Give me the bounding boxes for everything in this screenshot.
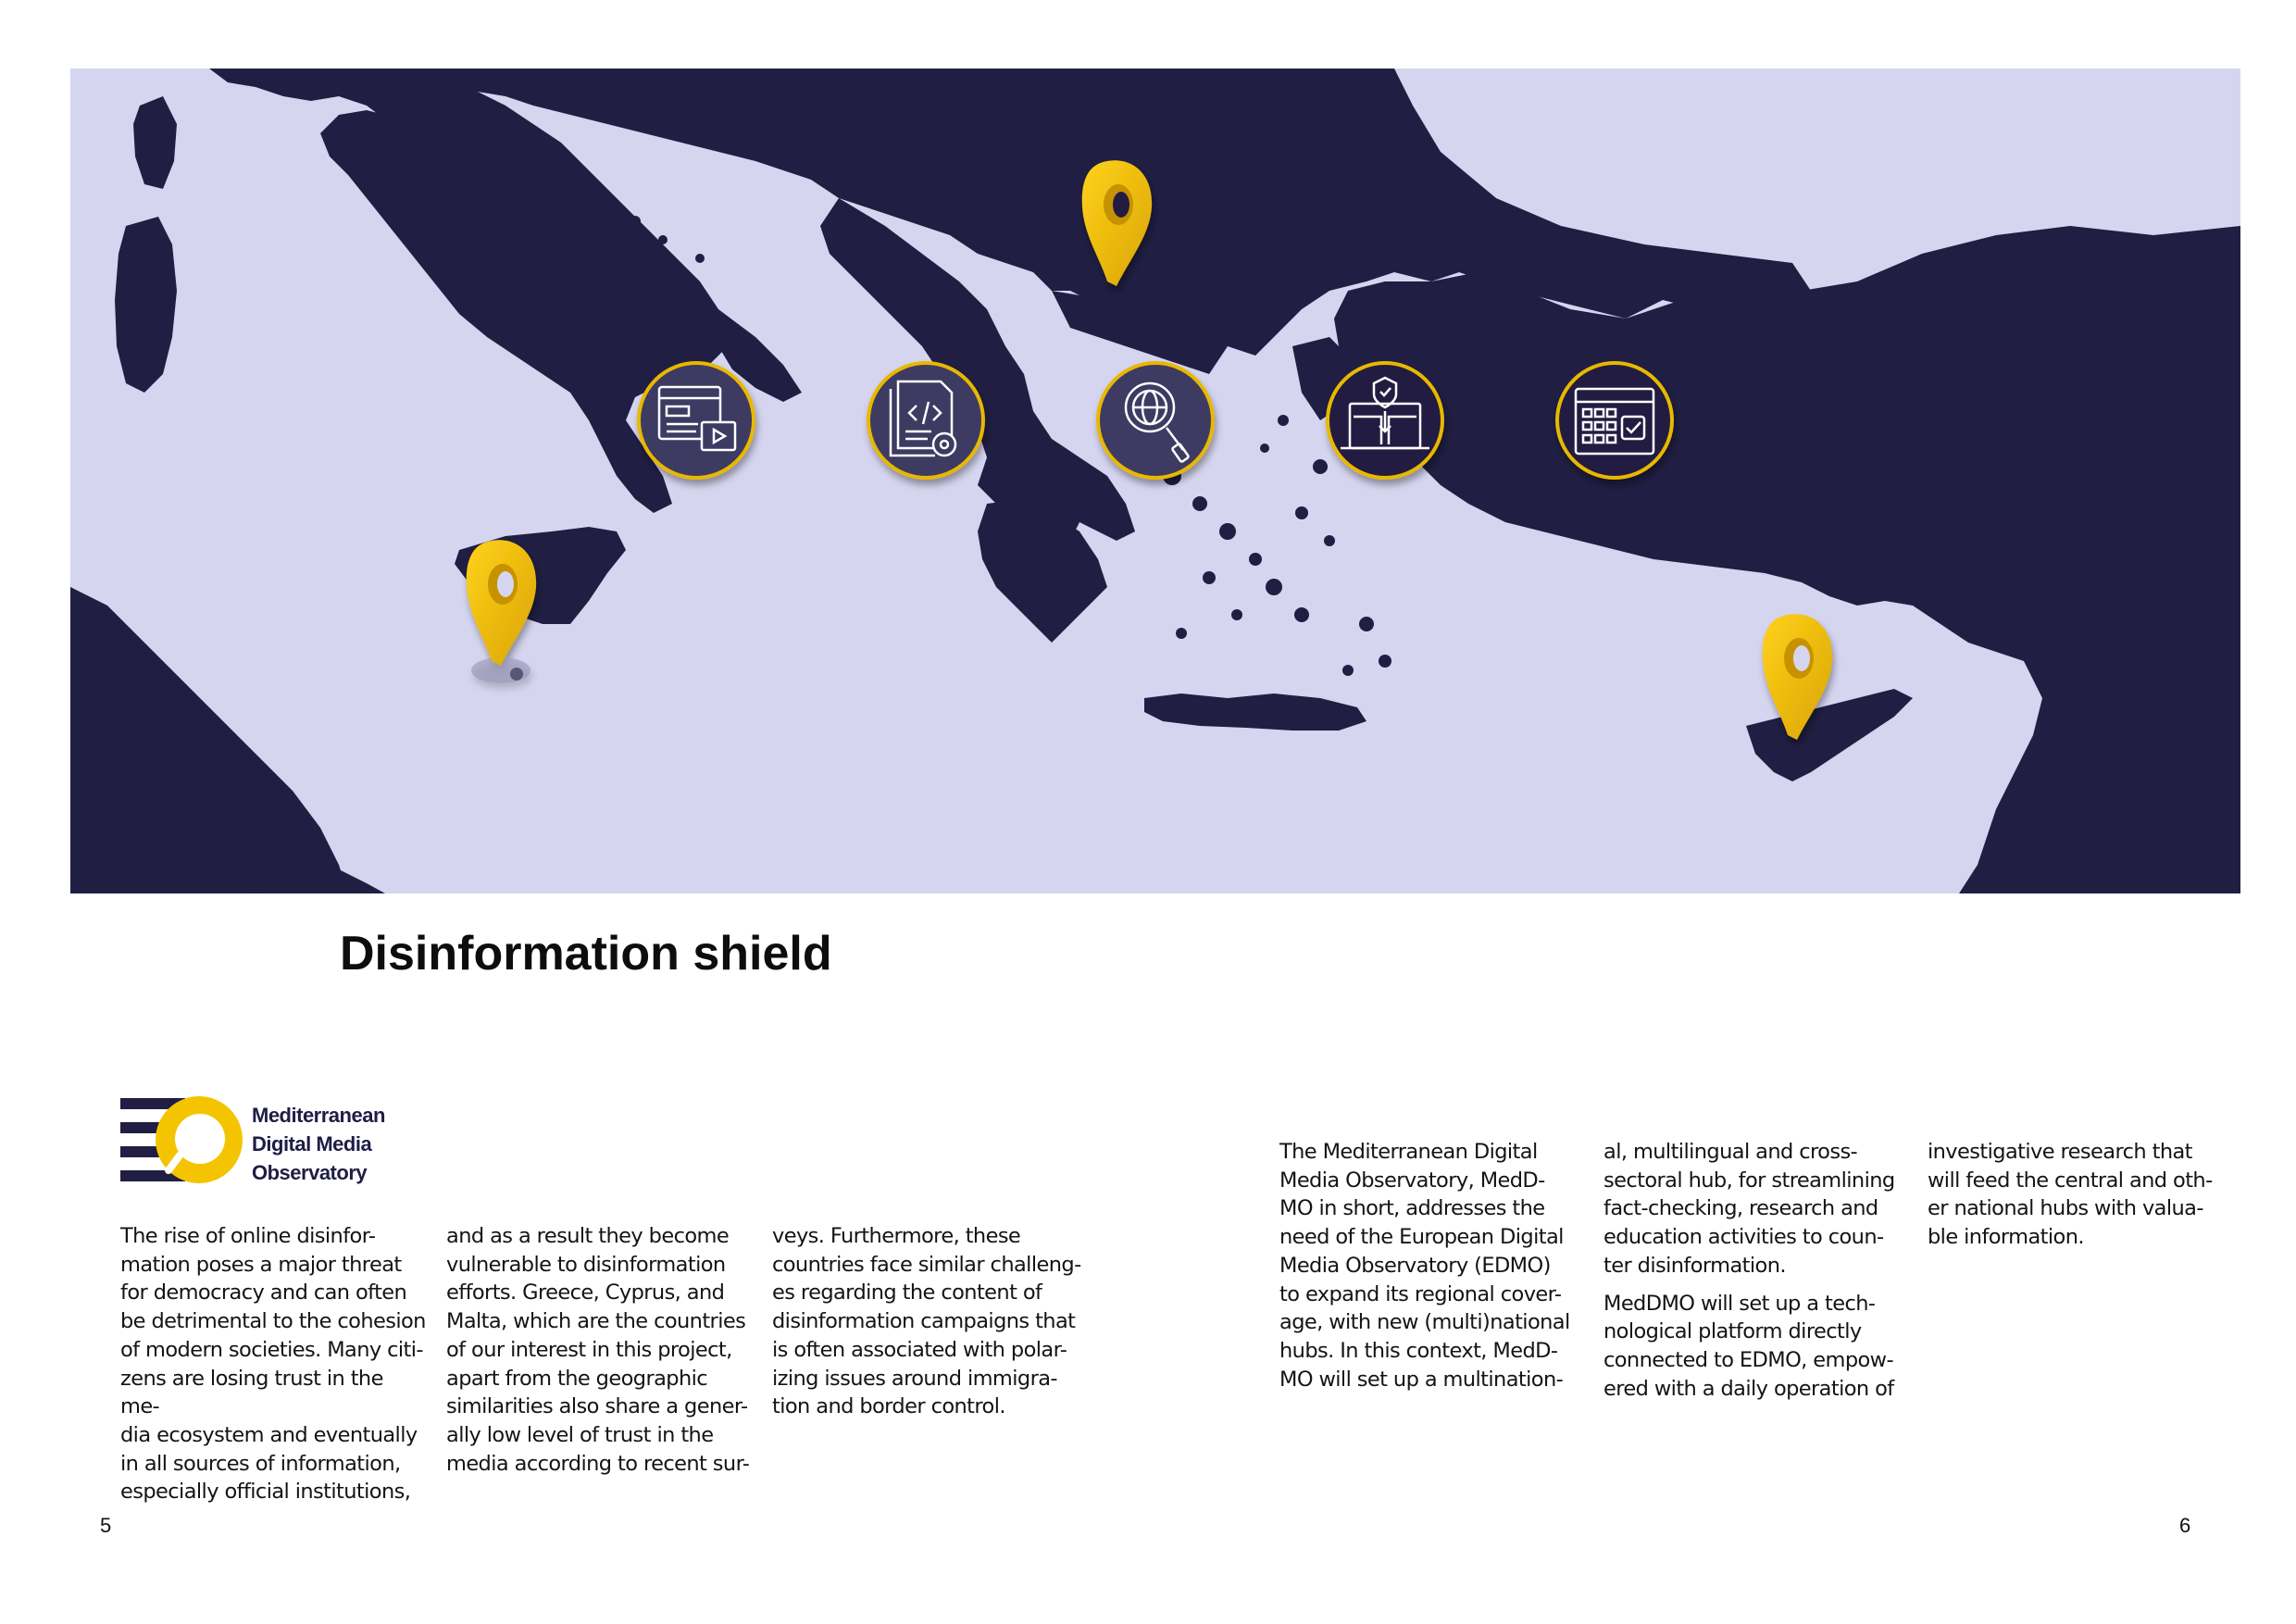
left-column-1 [120, 1222, 426, 1506]
left-column-3-text: veys. Furthermore, these countries face similar challeng- es regarding the content of disinformation campaigns that is often associated with polar- izing issues around immigra- tion and border control. [772, 1224, 1081, 1419]
right-column-3-text: investigative research that will feed the central and oth- er national hubs with valua- ble information. [1928, 1140, 2213, 1250]
pin-malta-sicily-icon [467, 540, 536, 683]
code-document-gear-icon [868, 363, 983, 478]
mediterranean-map [70, 69, 2240, 893]
left-column-2 [446, 1222, 761, 1478]
left-column-3 [772, 1222, 1087, 1421]
page-number-right: 6 [2179, 1514, 2191, 1537]
left-column-2-text: and as a result they become vulnerable to disinformation efforts. Greece, Cyprus, and Malta, which are the countries of our interest in this project, apart from the geographic similarities also share a gener- ally low level of trust in the media according to recent sur- [446, 1224, 750, 1476]
calendar-check-icon [1557, 363, 1672, 478]
right-column-2-text-2: MedDMO will set up a tech- nological platform directly connected to EDMO, empow- ered with a daily operation of [1603, 1291, 1894, 1401]
page-number-left: 5 [100, 1514, 112, 1537]
laptop-shield-icon [1328, 363, 1442, 478]
logo-line-1: Mediterranean [252, 1104, 385, 1127]
land [70, 69, 2240, 893]
right-column-1 [1279, 1138, 1585, 1393]
right-column-2 [1603, 1138, 1909, 1403]
right-column-1-text: The Mediterranean Digital Media Observatory, MedD- MO in short, addresses the need of the European Digital Media Observatory (EDMO) to expand its regional cover- age, with new (multi)national hubs. In this context, MedD- MO will set up a multination- [1279, 1140, 1570, 1392]
browser-video-icon [639, 363, 754, 478]
right-column-3 [1928, 1138, 2233, 1252]
left-column-1-text: The rise of online disinfor- mation poses a major threat for democracy and can often be detrimental to the cohesion of modern societies. Many citi- zens are losing trust in the me- dia ecosystem and eventually in all sources of information, especially official institutions, [120, 1224, 426, 1505]
globe-search-icon [1098, 363, 1213, 478]
logo-line-3: Observatory [252, 1161, 368, 1184]
logo-text [252, 1101, 385, 1187]
logo-line-2: Digital Media [252, 1132, 372, 1156]
right-column-2-text-1: al, multilingual and cross- sectoral hub, for streamlining fact-checking, research and education activities to coun- ter disinformation. [1603, 1140, 1895, 1278]
map-illustration [70, 69, 2240, 893]
page-title: Disinformation shield [340, 927, 832, 981]
